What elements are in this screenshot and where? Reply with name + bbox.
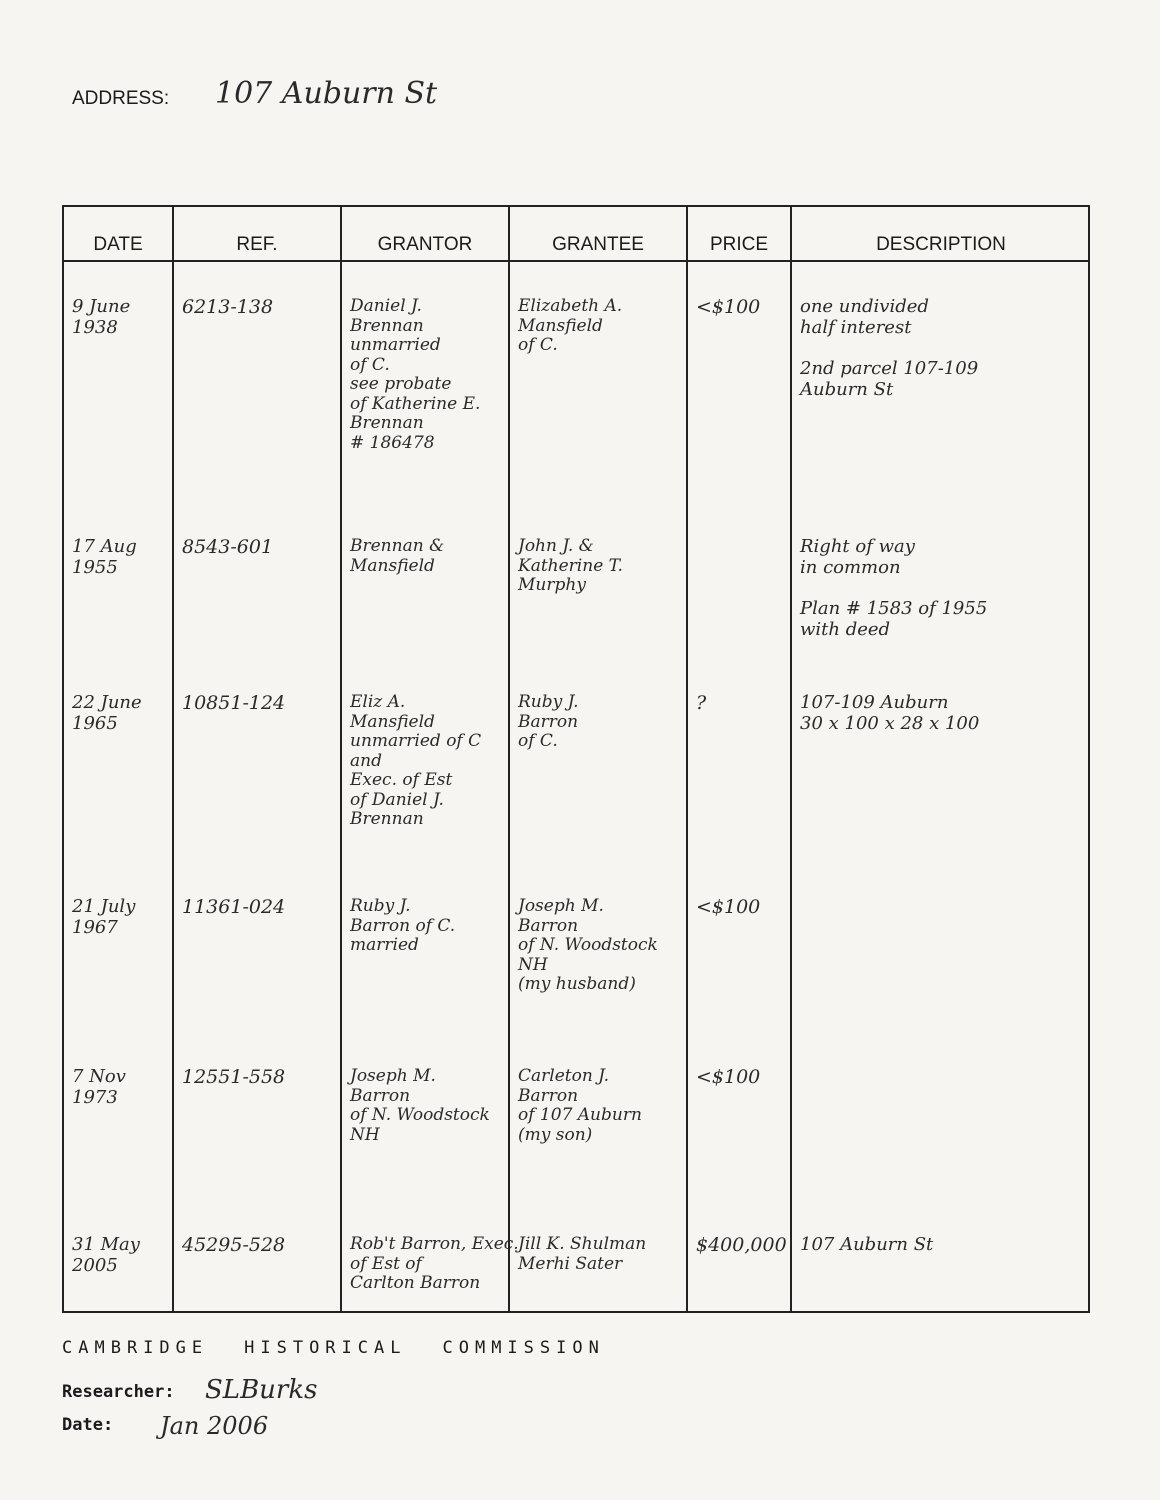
- cell-price: <$100: [696, 1066, 761, 1088]
- cell-price: <$100: [696, 296, 761, 318]
- cell-grantor: Daniel J. Brennan unmarried of C. see probate of Katherine E. Brennan # 186478: [350, 296, 481, 453]
- cell-date: 7 Nov 1973: [72, 1066, 126, 1108]
- date-label: Date:: [62, 1415, 114, 1435]
- cell-price: ?: [696, 692, 707, 714]
- cell-date: 17 Aug 1955: [72, 536, 137, 578]
- deed-table: [62, 205, 1090, 1313]
- cell-ref: 6213-138: [182, 296, 274, 318]
- cell-price: $400,000: [696, 1234, 787, 1256]
- cell-ref: 10851-124: [182, 692, 286, 714]
- cell-grantor: Joseph M. Barron of N. Woodstock NH: [350, 1066, 490, 1145]
- cell-grantee: Joseph M. Barron of N. Woodstock NH (my husband): [518, 896, 658, 995]
- column-grantee: [510, 207, 688, 1311]
- cell-date: 9 June 1938: [72, 296, 131, 338]
- org-word: CAMBRIDGE: [62, 1338, 209, 1358]
- cell-grantee: Elizabeth A. Mansfield of C.: [518, 296, 623, 356]
- column-header-description: DESCRIPTION: [792, 207, 1090, 262]
- column-ref: [174, 207, 342, 1311]
- cell-price: <$100: [696, 896, 761, 918]
- column-header-grantor: GRANTOR: [342, 207, 508, 262]
- column-header-ref: REF.: [174, 207, 340, 262]
- cell-date: 21 July 1967: [72, 896, 136, 938]
- researcher-label: Researcher:: [62, 1382, 175, 1402]
- cell-grantee: John J. & Katherine T. Murphy: [518, 536, 623, 596]
- cell-date: 22 June 1965: [72, 692, 142, 734]
- cell-description: Right of way in common Plan # 1583 of 1955 with deed: [800, 536, 988, 640]
- cell-description: 107 Auburn St: [800, 1234, 934, 1255]
- org-word: HISTORICAL: [244, 1338, 407, 1358]
- column-header-date: DATE: [64, 207, 172, 262]
- org-word: COMMISSION: [442, 1338, 605, 1358]
- cell-description: one undivided half interest 2nd parcel 107-109 Auburn St: [800, 296, 979, 400]
- column-date: [64, 207, 174, 1311]
- cell-ref: 12551-558: [182, 1066, 286, 1088]
- column-price: [688, 207, 792, 1311]
- cell-grantor: Eliz A. Mansfield unmarried of C and Exec. of Est of Daniel J. Brennan: [350, 692, 482, 830]
- cell-ref: 11361-024: [182, 896, 286, 918]
- date-value: Jan 2006: [160, 1412, 269, 1440]
- cell-date: 31 May 2005: [72, 1234, 140, 1276]
- cell-grantee: Jill K. Shulman Merhi Sater: [518, 1234, 647, 1274]
- column-description: [792, 207, 1090, 1311]
- cell-grantor: Ruby J. Barron of C. married: [350, 896, 456, 956]
- column-grantor: [342, 207, 519, 1311]
- cell-ref: 8543-601: [182, 536, 274, 558]
- cell-ref: 45295-528: [182, 1234, 286, 1256]
- footer-organization: [62, 1338, 641, 1358]
- cell-grantee: Ruby J. Barron of C.: [518, 692, 579, 752]
- address-label: ADDRESS:: [72, 88, 170, 109]
- column-header-price: PRICE: [688, 207, 790, 262]
- column-header-grantee: GRANTEE: [510, 207, 686, 262]
- researcher-value: SLBurks: [205, 1375, 318, 1405]
- cell-description: 107-109 Auburn 30 x 100 x 28 x 100: [800, 692, 980, 734]
- cell-grantee: Carleton J. Barron of 107 Auburn (my son): [518, 1066, 642, 1145]
- cell-grantor: Brennan & Mansfield: [350, 536, 445, 576]
- cell-grantor: Rob't Barron, Exec. of Est of Carlton Barron: [350, 1234, 519, 1294]
- address-value: 107 Auburn St: [215, 76, 438, 111]
